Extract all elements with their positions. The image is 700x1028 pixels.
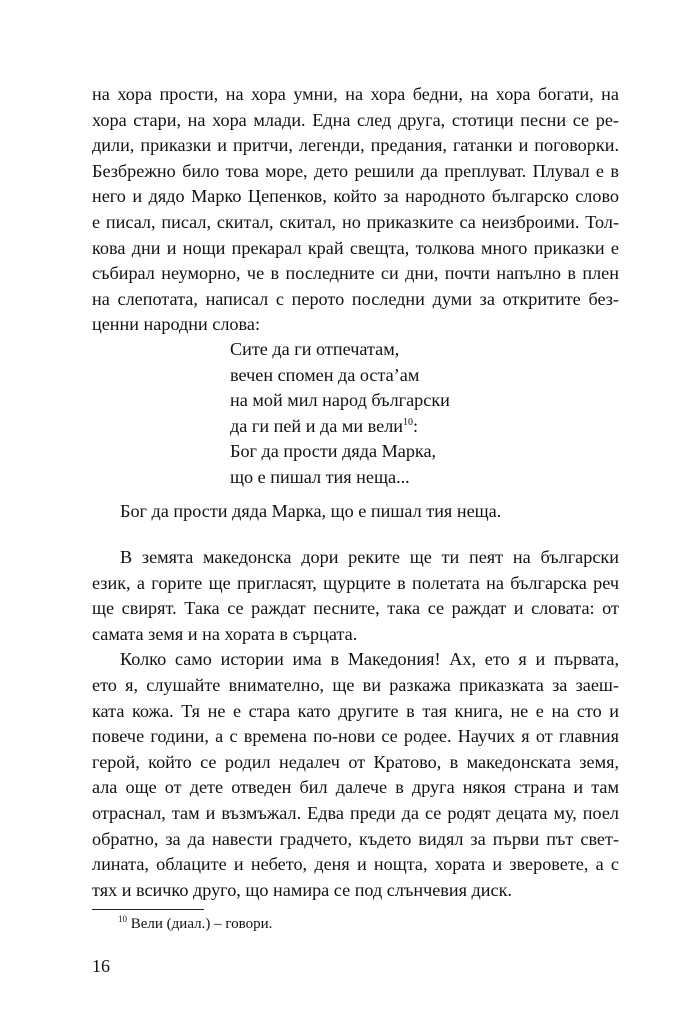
text-line: герой, който се родил недалеч от Кратово, в македонската земя, xyxy=(92,751,619,772)
text-line: ала още от дете отведен бил далече в друга някоя страна и там xyxy=(92,777,619,798)
text-line: е писал, писал, скитал, скитал, но приказките са неизброими. Тол- xyxy=(92,211,619,232)
text-line: ето я, слушайте внимателно, ще ви разкажа приказката за заеш- xyxy=(92,674,619,695)
text-line: събирал неуморно, че в последните си дни, почти напълно в плен xyxy=(92,263,619,284)
text-line: ценни народни слова: xyxy=(92,314,261,335)
footnote-text: Вели (диал.) – говори. xyxy=(127,916,273,932)
verse-line: вечен спомен да оста’ам xyxy=(230,364,420,385)
verse-line-punctuation: : xyxy=(413,415,419,436)
page-body xyxy=(92,82,619,900)
text-line: кова дни и нощи прекарал край свещта, толкова много приказки е xyxy=(92,237,619,258)
footnote-reference: 10 xyxy=(403,416,414,428)
text-line: лината, облаците и небето, деня и нощта, хората и зверовете, а с xyxy=(92,854,619,875)
text-line: ката кожа. Тя не е стара като другите в тая книга, не е на сто и xyxy=(92,700,619,721)
paragraph-1 xyxy=(92,82,619,338)
text-line: самата земя и на хората в сърцата. xyxy=(92,623,358,644)
text-line: дили, приказки и притчи, легенди, предания, гатанки и поговорки. xyxy=(92,135,619,156)
text-line: него и дядо Марко Цепенков, който за народното българско слово xyxy=(92,186,619,207)
footnote-divider xyxy=(92,909,204,910)
text-line: повече години, а с времена по-нови се родее. Научих я от главния xyxy=(92,726,619,747)
text-line: Безбрежно било това море, дето решили да преплуват. Плувал е в xyxy=(92,160,619,181)
verse-line: на мой мил народ български xyxy=(230,390,450,411)
verse-line: Бог да прости дяда Марка, xyxy=(230,441,437,462)
text-line: В земята македонска дори реките ще ти пеят на български xyxy=(120,547,619,567)
text-line: Колко само истории има в Македония! Ах, ето я и първата, xyxy=(120,649,619,670)
paragraph-2 xyxy=(92,545,619,903)
text-line: на хора прости, на хора умни, на хора бедни, на хора богати, на xyxy=(92,84,619,104)
verse-line xyxy=(230,414,450,440)
text-line: език, а горите ще пригласят, щурците в полетата на българска реч xyxy=(92,572,619,593)
verse-line-text: да ги пей и да ми вели xyxy=(230,415,404,436)
page-number: 16 xyxy=(92,956,110,976)
text-line: тях и всичко друго, що намира се под слънчевия диск. xyxy=(92,879,512,900)
footnote-number: 10 xyxy=(118,914,127,924)
text-line: ще свирят. Така се раждат песните, така се раждат и словата: от xyxy=(92,598,619,619)
text-line: на слепотата, написал с перото последни думи за откритите без- xyxy=(92,288,619,309)
standalone-paragraph xyxy=(92,499,619,525)
verse-block xyxy=(230,337,450,491)
verse-line: Сите да ги отпечатам, xyxy=(230,339,400,359)
text-line: Бог да прости дяда Марка, що е пишал тия неща. xyxy=(120,501,502,521)
text-line: хора стари, на хора млади. Една след друга, стотици песни се ре- xyxy=(92,109,619,130)
footnote xyxy=(118,914,272,934)
text-line: обратно, за да навести градчето, където видял за първи път свет- xyxy=(92,828,619,849)
verse-line: що е пишал тия неща... xyxy=(230,466,410,487)
text-line: отраснал, там и възмъжал. Едва преди да се родят децата му, поел xyxy=(92,802,619,823)
